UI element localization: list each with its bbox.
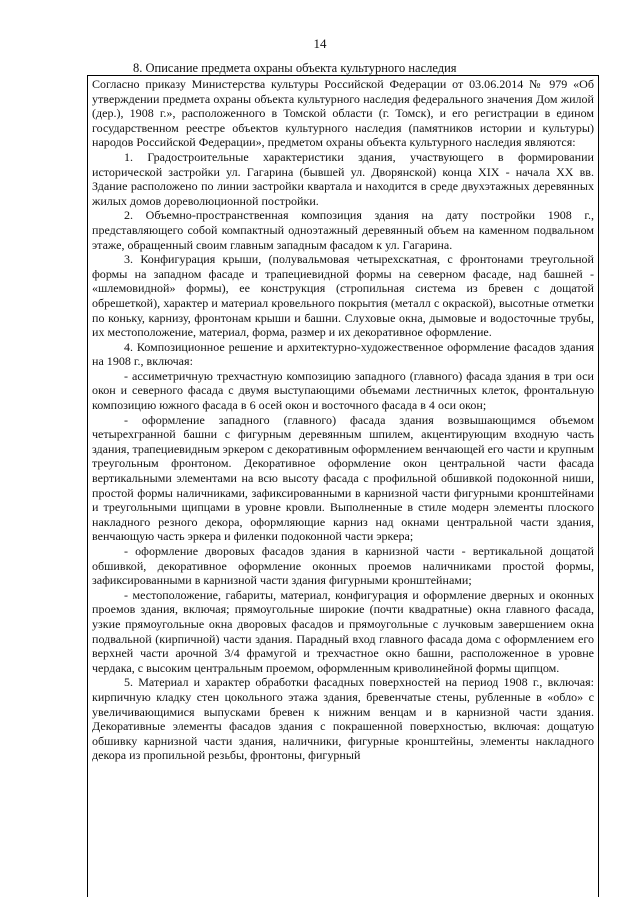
dash-item-west-facade: - оформление западного (главного) фасада здания возвышающимся объемом четырехгранной башни с фигурным деревянным шпилем, акцентирующим входную часть здания, трапециевидным эркером с декоративным оформлением венчающей его части и крупным треугольным фронтоном. Декоративное оформление окон центральной части фасада вертикальными элементами на всю высоту фасада с профильной обшивкой подоконной ниши, простой формы наличниками, зафиксированными в карнизной части фигурными кронштейнами и треугольными щипцами в уровне кровли. Выполненные в стиле модерн элементы плоского накладного резного декора, оформляющие карниз над окнами центральной части здания, венчающую часть эркера и филенки подоконной части эркера; [92,412,594,544]
dash-item-openings: - местоположение, габариты, материал, конфигурация и оформление дверных и оконных проемов здания, включая; прямоугольные широкие (почти квадратные) окна главного фасада, узкие прямоугольные окна дворовых фасадов и прямоугольные с лучковым завершением окна подвальной (кирпичной) части здания. Парадный вход главного фасада дома с оформлением его верхней части арочной 3/4 фрамугой и трехчастное окно башни, расположенное в уровне чердака, с высоким центральным проемом, оформленным криволинейной формы щипцом. [92,587,594,675]
intro-paragraph: Согласно приказу Министерства культуры Российской Федерации от 03.06.2014 № 979 «Об утверждении предмета охраны объекта культурного наследия федерального значения Дом жилой (дер.), 1908 г.», расположенного в Томской области (г. Томск), и его регистрации в едином государственном реестре объектов культурного наследия (памятников истории и культуры) народов Российской Федерации», предметом охраны объекта культурного наследия являются: [92,77,594,150]
paragraph-item-1: 1. Градостроительные характеристики здания, участвующего в формировании исторической застройки ул. Гагарина (бывшей ул. Дворянской) конца XIX - начала XX вв. Здание расположено по линии застройки квартала и находится в среде двухэтажных деревянных жилых домов дореволюционной постройки. [92,149,594,208]
page-number: 14 [313,36,327,51]
paragraph-item-5: 5. Материал и характер обработки фасадных поверхностей на период 1908 г., включая: кирпичную кладку стен цокольного этажа здания, бревенчатые стены, рубленные в «обло» с увеличивающимися выпусками бревен к нижним венцам и в карнизной части здания. Декоративные элементы фасадов здания с покрашенной поверхностью, включая: дощатую обшивку карнизной части здания, наличники, фигурные кронштейны, элементы накладного декора из пропильной резьбы, фронтоны, фигурный [92,675,594,763]
paragraph-item-3: 3. Конфигурация крыши, (полувальмовая четырехскатная, с фронтонами треугольной формы на западном фасаде и трапециевидной формы на северном фасаде, над башней - «шлемовидной» формы), ее конструкция (стропильная система из бревен с дощатой обрешеткой), характер и материал кровельного покрытия (металл с окраской), высотные отметки по коньку, карнизу, фронтонам крыши и башни. Слуховые окна, дымовые и водосточные трубы, их местоположение, материал, форма, размер и их декоративное оформление. [92,252,594,340]
section-title: 8. Описание предмета охраны объекта культурного наследия [133,61,457,75]
dash-item-yard-facades: - оформление дворовых фасадов здания в карнизной части - вертикальной дощатой обшивкой, декоративное оформление оконных проемов наличниками простой формы, зафиксированными в карнизной части здания фигурными кронштейнами; [92,544,594,588]
paragraph-item-2: 2. Объемно-пространственная композиция здания на дату постройки 1908 г., представляющего собой компактный одноэтажный деревянный объем на каменном подвальном этаже, обращенный своим главным западным фасадом к ул. Гагарина. [92,208,594,252]
text-block [87,75,599,897]
paragraph-item-4: 4. Композиционное решение и архитектурно-художественное оформление фасадов здания на 1908 г., включая: [92,339,594,369]
dash-item-composition: - ассиметричную трехчастную композицию западного (главного) фасада здания в три оси окон и северного фасада с двумя выступающими объемами лестничных клеток, фронтальную композицию южного фасада в 6 осей окон и восточного фасада в 4 оси окон; [92,368,594,413]
